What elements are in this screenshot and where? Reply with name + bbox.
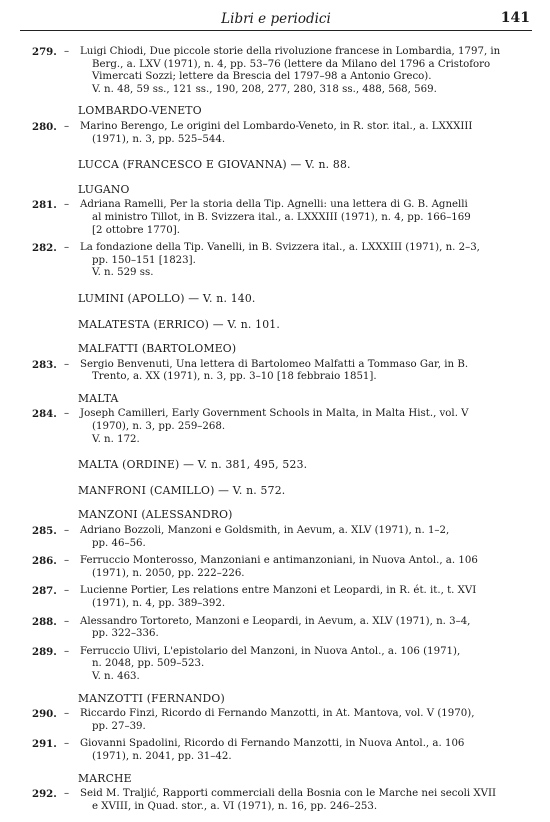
entry-dash: – — [64, 585, 70, 597]
entry-number: 285. — [32, 525, 57, 538]
section-heading: MANZOTTI (FERNANDO) — [78, 691, 225, 705]
entry-number: 290. — [32, 708, 57, 721]
section-heading: MANZONI (ALESSANDRO) — [78, 508, 233, 522]
section-heading: LUCCA (FRANCESCO E GIOVANNA) — V. n. 88. — [78, 158, 351, 172]
entry-number: 289. — [32, 645, 57, 658]
entry-dash: – — [64, 120, 70, 132]
entry-number: 282. — [32, 242, 57, 255]
entry-dash: – — [64, 358, 70, 370]
entry-number: 291. — [32, 738, 57, 751]
entry-line: Sergio Benvenuti, Una lettera di Bartolomeo Malfatti a Tommaso Gar, in B. — [80, 358, 469, 370]
entry-line: (1971), n. 4, pp. 389–392. — [92, 598, 226, 609]
bibliography-entry — [32, 199, 532, 237]
entry-line: V. n. 529 ss. — [92, 267, 154, 279]
entry-line: V. n. 172. — [92, 433, 140, 445]
bibliography-entry — [32, 738, 532, 763]
entry-line: V. n. 463. — [92, 670, 140, 682]
entry-dash: – — [64, 708, 70, 720]
bibliography-entry — [32, 408, 532, 446]
entry-number: 279. — [32, 46, 57, 58]
bibliography-entry — [32, 121, 532, 146]
section-heading: LUGANO — [78, 182, 130, 196]
entry-line: pp. 46–56. — [92, 537, 146, 549]
bibliography-entry — [32, 359, 532, 384]
section-heading: LUMINI (APOLLO) — V. n. 140. — [78, 291, 256, 305]
entry-dash: – — [64, 738, 70, 750]
entry-number: 280. — [32, 120, 57, 133]
entry-line: La fondazione della Tip. Vanelli, in B. Svizzera ital., a. LXXXIII (1971), n. 2–3, — [80, 242, 480, 254]
entry-line: pp. 27–39. — [92, 720, 146, 732]
entry-line: Marino Berengo, Le origini del Lombardo-Veneto, in R. stor. ital., a. LXXXIII — [80, 120, 473, 132]
section-heading: LOMBARDO-VENETO — [78, 104, 202, 118]
entry-line: Seid M. Traljić, Rapporti commerciali della Bosnia con le Marche nei secoli XVII — [80, 788, 497, 800]
entry-line: pp. 322–336. — [92, 628, 159, 640]
entry-number: 287. — [32, 585, 57, 598]
section-heading: MANFRONI (CAMILLO) — V. n. 572. — [78, 483, 286, 497]
section-heading: MALATESTA (ERRICO) — V. n. 101. — [78, 317, 280, 331]
entry-line: V. n. 48, 59 ss., 121 ss., 190, 208, 277, 280, 318 ss., 488, 568, 569. — [92, 83, 437, 95]
bibliography-entry — [32, 555, 532, 580]
page-number: 141 — [500, 10, 530, 26]
entry-dash: – — [64, 199, 70, 211]
entry-dash: – — [64, 788, 70, 800]
bibliography-entry — [32, 788, 532, 813]
entry-line: [2 ottobre 1770]. — [92, 224, 180, 236]
entry-line: Giovanni Spadolini, Ricordo di Fernando Manzotti, in Nuova Antol., a. 106 — [80, 738, 465, 750]
entry-dash: – — [64, 615, 70, 627]
entry-line: (1971), n. 2050, pp. 222–226. — [92, 567, 245, 579]
entry-dash: – — [64, 555, 70, 567]
entry-dash: – — [64, 525, 70, 537]
running-head — [20, 10, 532, 31]
entry-line: Adriano Bozzoli, Manzoni e Goldsmith, in Aevum, a. XLV (1971), n. 1–2, — [80, 525, 450, 537]
section-heading: MALTA — [78, 391, 119, 405]
bibliography-entry — [32, 616, 532, 641]
section-heading: MARCHE — [78, 771, 132, 785]
bibliography-entry — [32, 708, 532, 733]
entry-line: (1971), n. 2041, pp. 31–42. — [92, 750, 232, 762]
entry-line: Trento, a. XX (1971), n. 3, pp. 3–10 [18 febbraio 1851]. — [92, 371, 377, 383]
bibliography-entry — [32, 585, 532, 610]
entry-line: Ferruccio Ulivi, L'epistolario del Manzoni, in Nuova Antol., a. 106 (1971), — [80, 645, 461, 657]
entry-line: Berg., a. LXV (1971), n. 4, pp. 53–76 (lettere da Milano del 1796 a Cristoforo — [92, 58, 491, 70]
entry-dash: – — [64, 242, 70, 254]
entry-line: pp. 150–151 [1823]. — [92, 254, 196, 266]
section-heading: MALFATTI (BARTOLOMEO) — [78, 342, 237, 356]
entry-line: Luigi Chiodi, Due piccole storie della rivoluzione francese in Lombardia, 1797, in — [80, 46, 501, 57]
entry-line: Alessandro Tortoreto, Manzoni e Leopardi, in Aevum, a. XLV (1971), n. 3–4, — [80, 615, 471, 627]
entry-line: Riccardo Finzi, Ricordo di Fernando Manzotti, in At. Mantova, vol. V (1970), — [80, 708, 475, 720]
bibliography-entry — [32, 525, 532, 550]
section-heading: MALTA (ORDINE) — V. n. 381, 495, 523. — [78, 458, 308, 472]
bibliography-entry — [32, 646, 532, 684]
entry-line: (1971), n. 3, pp. 525–544. — [92, 133, 226, 145]
entry-line: Adriana Ramelli, Per la storia della Tip. Agnelli: una lettera di G. B. Agnelli — [80, 199, 468, 211]
running-title: Libri e periodici — [221, 11, 331, 27]
entry-number: 283. — [32, 358, 57, 371]
entry-line: Vimercati Sozzi; lettere da Brescia del 1797–98 a Antonio Greco). — [92, 71, 432, 83]
entry-number: 286. — [32, 555, 57, 568]
entry-dash: – — [64, 408, 70, 420]
entry-line: (1970), n. 3, pp. 259–268. — [92, 421, 226, 433]
entry-number: 281. — [32, 199, 57, 212]
bibliography-entry — [32, 46, 532, 96]
entry-dash: – — [64, 46, 70, 57]
bibliography-entry — [32, 242, 532, 280]
entry-line: Joseph Camilleri, Early Government Schools in Malta, in Malta Hist., vol. V — [80, 408, 469, 420]
entry-dash: – — [64, 645, 70, 657]
entry-line: Ferruccio Monterosso, Manzoniani e antimanzoniani, in Nuova Antol., a. 106 — [80, 555, 478, 567]
entry-line: e XVIII, in Quad. stor., a. VI (1971), n. 16, pp. 246–253. — [92, 800, 378, 812]
entry-line: n. 2048, pp. 509–523. — [92, 658, 205, 670]
entry-number: 292. — [32, 788, 57, 801]
bibliography-list — [32, 46, 532, 818]
entry-number: 284. — [32, 408, 57, 421]
entry-line: al ministro Tillot, in B. Svizzera ital., a. LXXXIII (1971), n. 4, pp. 166–169 — [92, 211, 471, 223]
entry-number: 288. — [32, 615, 57, 628]
entry-line: Lucienne Portier, Les relations entre Manzoni et Leopardi, in R. ét. it., t. XVI — [80, 585, 477, 597]
